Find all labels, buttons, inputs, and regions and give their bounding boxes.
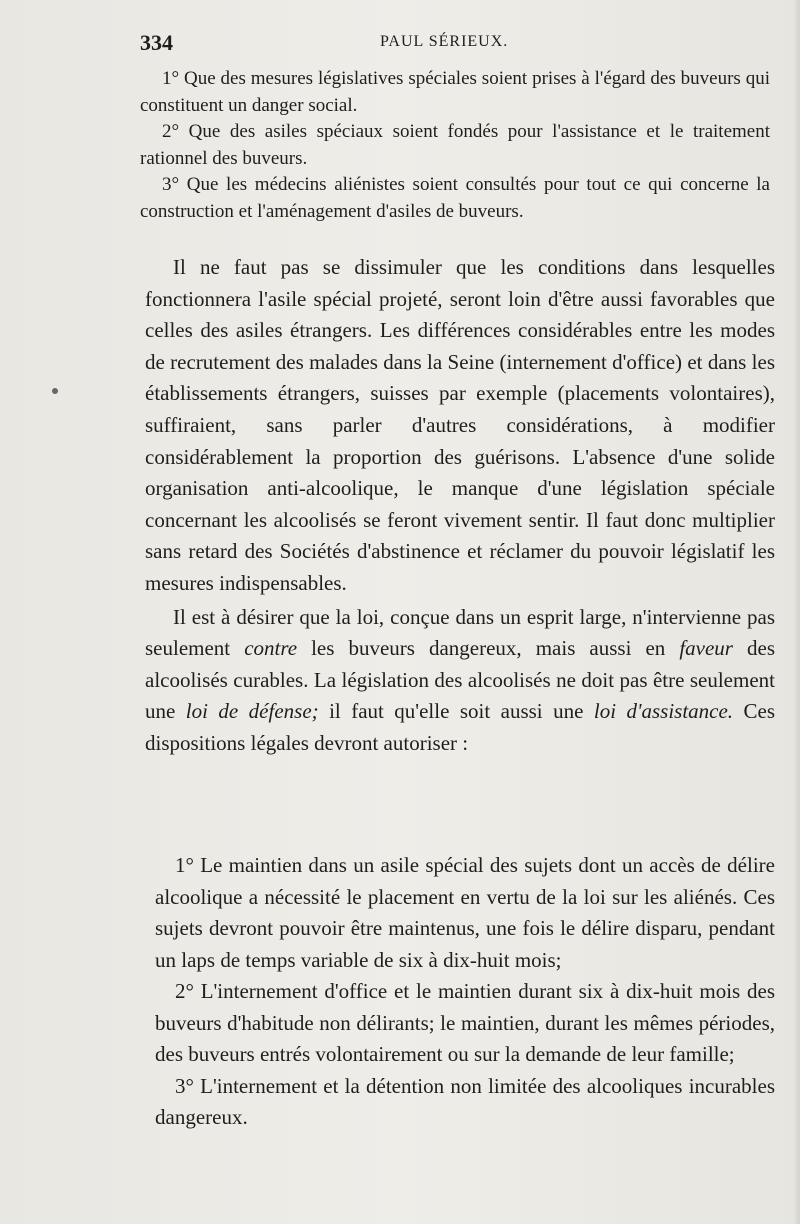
paragraph-2-emphasis-loi-defense: loi de défense; (185, 699, 319, 724)
paragraph-2-emphasis-loi-assistance: loi d'assistance. (593, 699, 734, 724)
paragraph-2-emphasis-contre: contre (244, 636, 298, 661)
running-head: PAUL SÉRIEUX. (380, 33, 509, 50)
provision-item-2: 2° L'internement d'office et le maintien durant six à dix-huit mois des buveurs d'habitude non délirants; le maintien, durant les mêmes périodes, des buveurs entrés volontairement ou sur la demande de leur famille; (155, 979, 775, 1066)
provisions-list (155, 850, 775, 1134)
paragraph-2 (145, 602, 775, 760)
margin-dot-mark (52, 388, 58, 394)
intro-item-1: 1° Que des mesures législatives spéciales soient prises à l'égard des buveurs qui constituent un danger social. (140, 68, 770, 116)
intro-item-2: 2° Que des asiles spéciaux soient fondés pour l'assistance et le traitement rationnel des buveurs. (140, 121, 770, 169)
page-number: 334 (140, 30, 173, 55)
provision-item-3: 3° L'internement et la détention non limitée des alcooliques incurables dangereux. (155, 1073, 775, 1129)
paragraph-1: Il ne faut pas se dissimuler que les conditions dans lesquelles fonctionnera l'asile spécial projeté, seront loin d'être aussi favorables que celles des asiles étrangers. Les différences considérables entre les modes de recrutement des malades dans la Seine (internement d'office) et dans les établissements étrangers, suisses par exemple (placements volontaires), suffiraient, sans parler d'autres considérations, à modifier considérablement la proportion des guérisons. L'absence d'une solide organisation anti-alcoolique, le manque d'une législation spéciale concernant les alcoolisés se feront vivement sentir. Il faut donc multiplier sans retard des Sociétés d'abstinence et réclamer du pouvoir législatif les mesures indispensables. (145, 255, 775, 595)
paragraph-2-part-d: il faut qu'elle soit aussi une (318, 699, 594, 724)
paragraph-2-emphasis-faveur: faveur (679, 636, 733, 661)
scan-edge-shadow (794, 0, 800, 1224)
intro-list (140, 66, 770, 226)
provision-item-1: 1° Le maintien dans un asile spécial des sujets dont un accès de délire alcoolique a nécessité le placement en vertu de la loi sur les aliénés. Ces sujets devront pouvoir être maintenus, une fois le délire disparu, pendant un laps de temps variable de six à dix-huit mois; (155, 853, 775, 972)
paragraph-2-part-e: Ces dispositions légales devront autoriser : (145, 699, 775, 755)
page-header (140, 30, 660, 60)
intro-item-3: 3° Que les médecins aliénistes soient consultés pour tout ce qui concerne la construction et l'aménagement d'asiles de buveurs. (140, 174, 770, 222)
paragraph-2-part-c: des alcoolisés curables. La législation des alcoolisés ne doit pas être seulement une (145, 636, 775, 724)
main-text (145, 252, 775, 760)
paragraph-2-part-a: Il est à désirer que la loi, conçue dans un esprit large, n'intervienne pas seulement (145, 604, 775, 661)
paragraph-2-part-b: les buveurs dangereux, mais aussi en (297, 636, 680, 661)
